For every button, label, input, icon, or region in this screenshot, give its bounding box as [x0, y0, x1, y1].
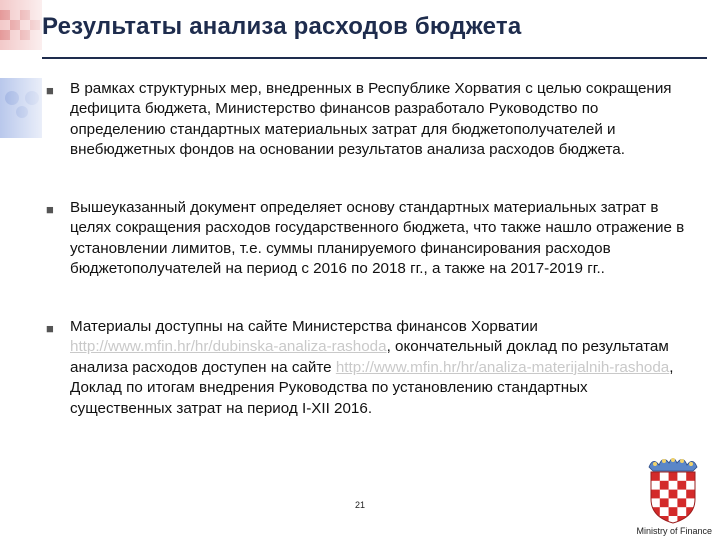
bullet-text: В рамках структурных мер, внедренных в Республике Хорватия с целью сокращения дефицита бюджета, Министерство финансов разработало Руководство по определению стандартных материальных затрат для бюджетополучателей и внебюджетных фондов на основании результатов анализа расходов бюджета. [70, 80, 672, 159]
link-analiza-materijalnih[interactable]: http://www.mfin.hr/hr/analiza-materijalnih-rashoda [335, 358, 670, 376]
title-underline [42, 57, 707, 59]
bullet-text: Вышеуказанный документ определяет основу стандартных материальных затрат в целях сокращения расходов государственного бюджета, что также нашло отражение в установлении лимитов, т.е. суммы планируемого финансирования расходов бюджетополучателей на период с 2016 по 2018 гг., а также на 2017-2019 гг.. [70, 199, 685, 278]
link-dubinska-analiza[interactable]: http://www.mfin.hr/hr/dubinska-analiza-rashoda [70, 338, 387, 356]
bullet-paragraph-2 [70, 198, 690, 280]
bullet-paragraph-1 [70, 79, 690, 161]
bullet-text: , Доклад по итогам внедрения Руководства по установлению стандартных существенных затрат на период I-XII 2016. [70, 358, 674, 417]
bullet-text: , окончательный доклад по результатам анализа расходов доступен на сайте [70, 338, 669, 376]
square-bullet-icon: ■ [46, 321, 54, 336]
bullet-paragraph-3 [70, 317, 690, 419]
square-bullet-icon: ■ [46, 83, 54, 98]
square-bullet-icon: ■ [46, 202, 54, 217]
page-number: 21 [354, 500, 365, 510]
croatian-coat-of-arms-icon [645, 455, 701, 525]
slide-title: Результаты анализа расходов бюджета [42, 13, 522, 40]
bullet-text: Материалы доступны на сайте Министерства финансов Хорватии [70, 318, 538, 335]
footer-ministry: Ministry of Finance [636, 526, 712, 536]
